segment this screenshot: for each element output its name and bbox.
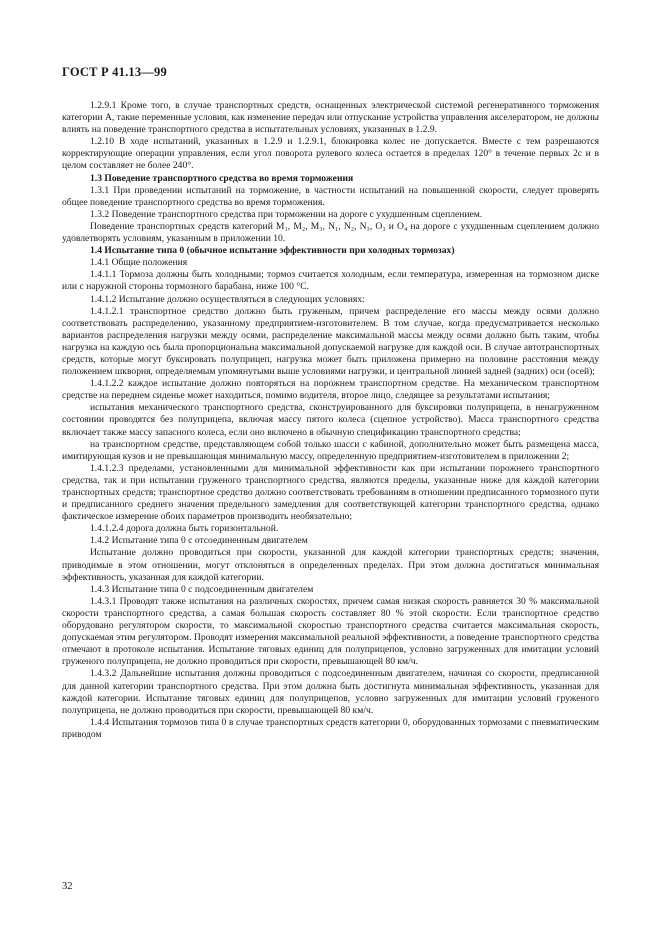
paragraph-1-4-2: 1.4.2 Испытание типа 0 с отсоединенным двигателем [90, 535, 308, 547]
paragraph-1-4-3: 1.4.3 Испытание типа 0 с подсоединенным двигателем [90, 583, 314, 595]
paragraph-1-4-1-2-4: 1.4.1.2.4 дорога должна быть горизонтальной. [90, 523, 279, 535]
paragraph-1-3-2: 1.3.2 Поведение транспортного средства при торможении на дороге с ухудшенным сцеплением. [90, 208, 483, 220]
section-heading-1-3: 1.3 Поведение транспортного средства во время торможения [90, 172, 354, 184]
paragraph-1-4-3-2: 1.4.3.2 Дальнейшие испытания должны проводиться с подсоединенным двигателем, начиная со скорости, предписанной для данной категории транспортного средства. При этом должна быть достигнута минимальная эффективность, указанная для каждой категории. Испытание тяговых единиц для полуприцепов, условно загруженных для имитации условий груженого полуприцепа, не должно проводиться при скорости, превышающей 80 км/ч. [62, 668, 599, 716]
paragraph-1-4-1-2-2: 1.4.1.2.2 каждое испытание должно повторяться на порожнем транспортном средстве. На механическом транспортном средстве на переднем сиденье может находиться, помимо водителя, второе лицо, следящее за результатами испытания; [62, 378, 599, 402]
paragraph-1-4-4: 1.4.4 Испытания тормозов типа 0 в случае транспортных средств категории 0, оборудованных тормозами с пневматическим приводом [62, 716, 599, 740]
section-heading-1-4: 1.4 Испытание типа 0 (обычное испытание эффективности при холодных тормозах) [90, 245, 455, 257]
paragraph-1-4-1: 1.4.1 Общие положения [90, 257, 188, 269]
paragraph-semitrailer-tests: испытания механического транспортного средства, сконструированного для буксировки полуприцепа, в ненагруженном состоянии проводятся без полуприцепа, включая массу пятого колеса (сцепное устройство). Масса транспортного средства включает также массу запасного колеса, если оно включено в обычную спецификацию транспортного средства; [62, 402, 599, 438]
document-body [62, 100, 599, 741]
paragraph-1-2-9-1: 1.2.9.1 Кроме того, в случае транспортных средств, оснащенных электрической системой регенеративного торможения категории А, такие переменные условия, как изменение передач или отпускание устройства управления акселератором, не должны влиять на поведение транспортного средства в испытательных условиях, указанных в 1.2.9. [62, 100, 599, 136]
paragraph-1-4-1-2: 1.4.1.2 Испытание должно осуществляться в следующих условиях: [90, 293, 365, 305]
document-header: ГОСТ Р 41.13—99 [62, 65, 167, 79]
paragraph-chassis-cab: на транспортном средстве, представляющем собой только шасси с кабиной, дополнительно может быть размещена масса, имитирующая кузов и не превышающая минимальную массу, определенную предприятием-изготовителем в приложении 2; [62, 438, 599, 462]
paragraph-1-4-1-2-1: 1.4.1.2.1 транспортное средство должно быть груженым, причем распределение его массы между осями должно соответствовать распределению, указанному предприятием-изготовителем. В том случае, когда предусматривается несколько вариантов распределения нагрузки между осями, распределение максимальной массы между осями должно быть таким, чтобы нагрузка на каждую ось была пропорциональна максимальной допускаемой нагрузке для каждой оси. В случае автотранспортных средств, которые могут буксировать полуприцеп, нагрузка может быть приложена примерно на половине расстояния между положением шкворня, определяемым упомянутыми выше условиями нагрузки, и центральной линией задней (задних) оси (осей); [62, 305, 599, 378]
paragraph-1-4-2-body: Испытание должно проводиться при скорости, указанной для каждой категории транспортных средств; значения, приводимые в этом отношении, могут отклоняться в определенных пределах. При этом должна достигаться минимальная эффективность, указанная для каждой категории. [62, 547, 599, 583]
paragraph-1-4-1-2-3: 1.4.1.2.3 пределами, установленными для минимальной эффективности как при испытании порожнего транспортного средства, так и при испытании груженого транспортного средства, являются пределы, указанные ниже для каждой категории транспортных средств; транспортное средство должно соответствовать требованиям в отношении предписанного тормозного пути и предписанного среднего значения предельного замедления для соответствующей категории транспортного средства, однако фактическое измерение обоих параметров производить необязательно; [62, 462, 599, 523]
paragraph-1-4-1-1: 1.4.1.1 Тормоза должны быть холодными; тормоз считается холодным, если температура, измеренная на тормозном диске или с наружной стороны тормозного барабана, ниже 100 °С. [62, 269, 599, 293]
paragraph-1-2-10: 1.2.10 В ходе испытаний, указанных в 1.2.9 и 1.2.9.1, блокировка колес не допускается. Вместе с тем разрешаются корректирующие операции управления, если угол поворота рулевого колеса остается в пределах 120° в течение первых 2с и в целом составляет не более 240°. [62, 136, 599, 172]
page-number: 32 [62, 881, 73, 892]
paragraph-categories: Поведение транспортных средств категорий M₁, M₂, M₃, N₁, N₂, N₃, O₃ и O₄ на дороге с ухудшенным сцеплением должно удовлетворять условиям, указанным в приложении 10. [62, 220, 599, 245]
paragraph-1-4-3-1: 1.4.3.1 Проводят также испытания на различных скоростях, причем самая низкая скорость равняется 30 % максимальной скорости транспортного средства, а самая большая скорость составляет 80 % этой скорости. Если транспортное средство оборудовано регулятором скорости, то максимальной скоростью транспортного средства считается максимальная скорость, допускаемая этим регулятором. Проводят измерения максимальной реальной эффективности, а поведение транспортного средства отмечают в протоколе испытания. Испытание тяговых единиц для полуприцепов, условно загруженных для имитации условий груженого полуприцепа, не должно проводиться при скорости, превышающей 80 км/ч. [62, 595, 599, 668]
paragraph-1-3-1: 1.3.1 При проведении испытаний на торможение, в частности испытаний на повышенной скорости, следует проверять общее поведение транспортного средства во время торможения. [62, 184, 599, 208]
